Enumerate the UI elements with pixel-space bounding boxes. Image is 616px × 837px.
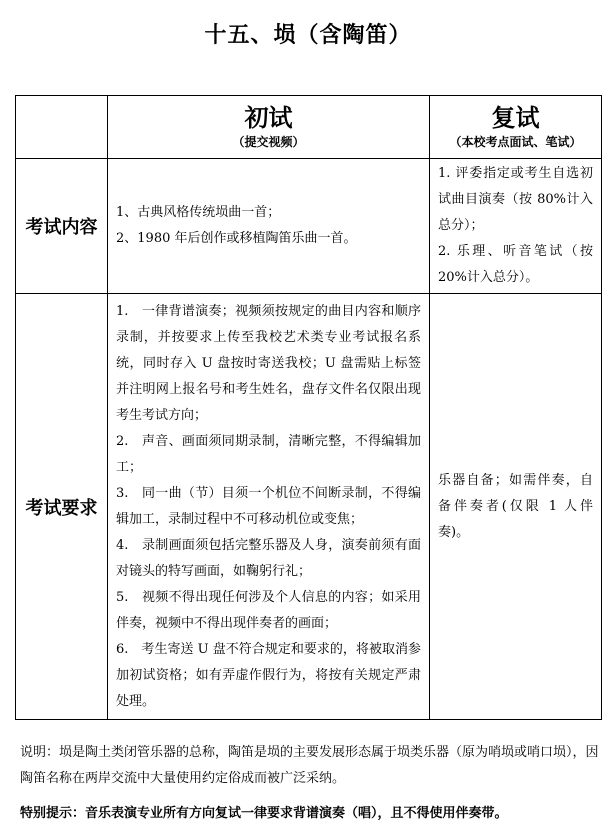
list-item: 1. 评委指定或考生自选初试曲目演奏（按 80%计入总分）； [438,166,593,233]
special-notice: 特别提示：音乐表演专业所有方向复试一律要求背谱演奏（唱），且不得使用伴奏带。 [20,806,508,821]
exam-table [15,95,602,720]
table-header-row [16,96,602,159]
header-retest-subtitle: （本校考点面试、笔试） [449,135,582,149]
list-item: 1、古典风格传统埙曲一首； [116,205,281,220]
list-item: 1. 一律背谱演奏；视频须按规定的曲目内容和顺序录制，并按要求上传至我校艺术类专业考试报名系统，同时存入 U 盘按时寄送我校；U 盘需贴上标签并注明网上报名号和考生姓名，盘存文件名仅限出现考生考试方向； [116,303,421,423]
content-retest-cell [430,159,602,294]
note-paragraph: 说明：埙是陶土类闭管乐器的总称，陶笛是埙的主要发展形态属于埙类乐器（原为哨埙或哨口埙），因陶笛名称在两岸交流中大量使用约定俗成而被广泛采纳。 [20,745,599,786]
list-item: 6. 考生寄送 U 盘不符合规定和要求的，将被取消参加初试资格；如有弄虚作假行为，将按有关规定严肃处理。 [116,641,421,709]
header-initial-subtitle: （提交视频） [232,135,305,149]
header-empty-cell [16,96,108,159]
header-initial [108,96,430,159]
table-row [16,159,602,294]
header-retest [430,96,602,159]
list-item: 2、1980 年后创作或移植陶笛乐曲一首。 [116,231,357,246]
page-title: 十五、埙（含陶笛） [204,22,412,48]
content-initial-cell [108,159,430,294]
header-initial-title: 初试 [244,103,293,132]
list-item: 2. 声音、画面须同期录制，清晰完整，不得编辑加工； [116,433,421,475]
list-item: 乐器自备；如需伴奏，自备伴奏者(仅限 1 人伴奏)。 [438,472,593,540]
row-label-requirements: 考试要求 [16,294,108,720]
table-row [16,294,602,720]
requirements-retest-cell [430,294,602,720]
list-item: 2. 乐理、听音笔试（按 20%计入总分）。 [438,244,593,285]
list-item: 4. 录制画面须包括完整乐器及人身，演奏前须有面对镜头的特写画面，如鞠躬行礼； [116,537,421,579]
header-retest-title: 复试 [491,103,540,132]
list-item: 5. 视频不得出现任何涉及个人信息的内容；如采用伴奏，视频中不得出现伴奏者的画面； [116,589,421,631]
list-item: 3. 同一曲（节）目须一个机位不间断录制，不得编辑加工，录制过程中不可移动机位或变焦； [116,485,421,527]
requirements-initial-cell [108,294,430,720]
row-label-content: 考试内容 [16,159,108,294]
